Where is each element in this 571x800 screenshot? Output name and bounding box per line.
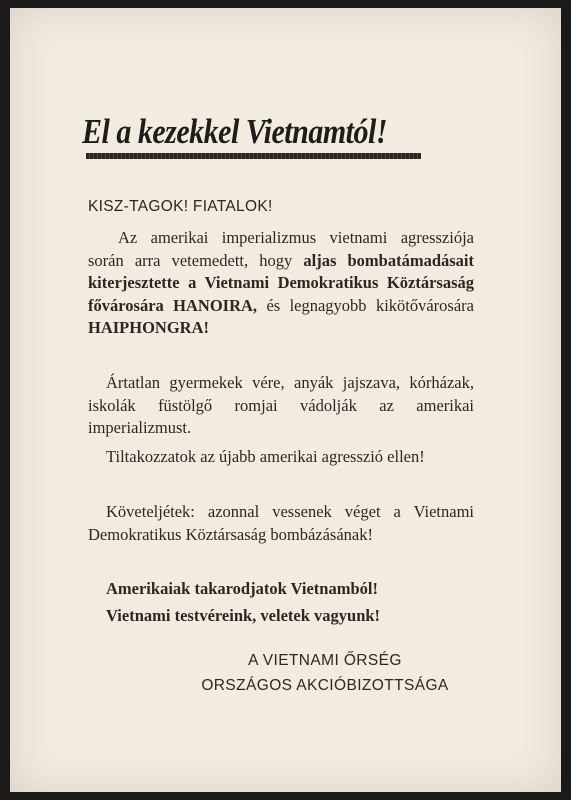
paragraph-1 [88, 227, 474, 340]
paragraph-3: Tiltakozzatok az újabb amerikai agresszió ellen! [106, 447, 425, 466]
slogan-2: Vietnami testvéreink, veletek vagyunk! [106, 606, 381, 625]
signature-line-2: ORSZÁGOS AKCIÓBIZOTTSÁGA [201, 677, 449, 694]
leaflet-title: El a kezekkel Vietnamtól! [82, 113, 388, 151]
p1-text-bold-d: HAIPHONGRA! [88, 318, 209, 337]
paragraph-4: Követeljétek: azonnal vessenek véget a Vietnami Demokratikus Köztársaság bombázásának! [88, 502, 474, 544]
salutation: KISZ-TAGOK! FIATALOK! [88, 198, 273, 215]
paragraph-2: Ártatlan gyermekek vére, anyák jajszava, kórházak, iskolák füstölgő romjai vádolják az amerikai imperializmust. [88, 373, 474, 437]
signature-line-1: A VIETNAMI ŐRSÉG [248, 652, 402, 669]
title-underline [86, 153, 421, 159]
slogan-1: Amerikaiak takarodjatok Vietnamból! [106, 579, 378, 598]
p1-text-a: Az amerikai imperializmus vietnami agressziója során arra vetemedett, hogy [88, 228, 474, 270]
p1-text-c: és legnagyobb kikötővárosára [257, 295, 474, 315]
p1-text-bold-b: aljas bombatámadásait kiterjesztette a Vietnami Demokratikus Köztársaság fővárosára HANOIRA, [88, 250, 474, 315]
